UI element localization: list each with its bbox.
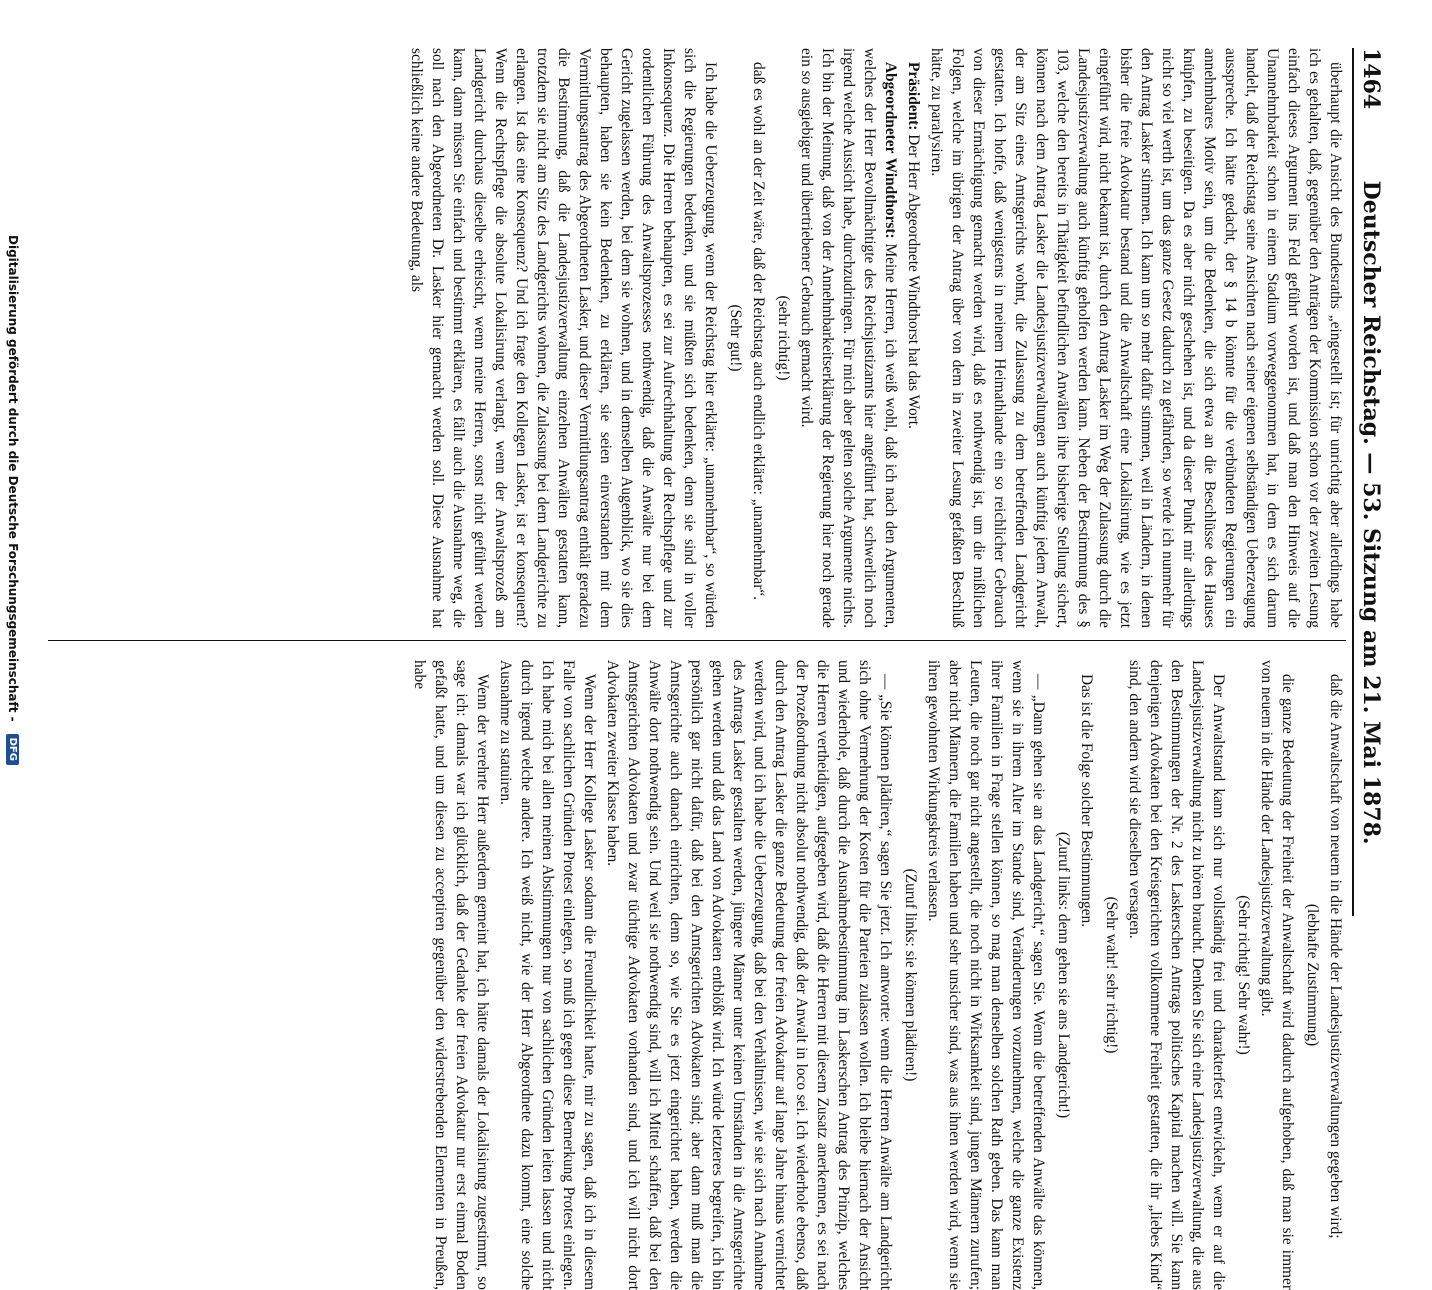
paragraph: Wenn der Herr Kollege Lasker sodann die Freundlichkeit hatte, mir zu sagen, daß ich in diesem Falle von sachlichen Gründen Protest einlegen, so muß ich gegen diese Bemerkung Protest einlegen. Ich habe mich bei allen meinen Abstimmungen nur von sachlichen Gründen leiten lassen und nicht durch irgend welche andere. Ich weiß nicht, wie der Herr Abgeordnete dazu kommt, eine solche Ausnahme zu statuiren. — [497, 660, 598, 1290]
paragraph — [796, 48, 901, 628]
header-rule — [1352, 48, 1354, 916]
paragraph: Der Anwaltstand kann sich nur vollständig frei und charakterfest entwickeln, wenn er auf die Landesjustizverwaltung nicht zu hören braucht. Denken Sie sich eine Landesjustizverwaltung, die aus den Bestimmungen der Nr. 2 des Laskerschen Antrags politisches Kapital machen will. Sie kann denjenigen Advokaten bei den Kreisgerichten vollkommene Freiheit gestatten, die ihr „liebes Kind“ sind, den andern wird sie dieselben versagen. — [1126, 660, 1227, 1290]
interjection: (lebhafte Zustimmung) — [1304, 903, 1321, 1047]
interjection: (Sehr richtig! Sehr wahr!) — [1235, 895, 1252, 1055]
text-column-left — [48, 48, 1346, 628]
paragraph: Das ist die Folge solcher Bestimmungen. — [1078, 674, 1095, 928]
speech-text: Meine Herren, ich weiß wohl, daß ich nach den Argumenten, welches der Herr Bevollmächtigte des Reichsjustizamts hier angeführt hat, schwerlich noch irgend welche Aussicht habe, durchzudringen. Für mich aber gelten solche Argumente nichts. Ich bin der Meinung, daß von der Annehmbarkeitserklärung der Regierung hier noch gerade ein so ausgiebiger und übertriebener Gebrauch gemacht wird. — [798, 48, 899, 628]
page-header — [1358, 48, 1388, 916]
paragraph: — „Dann gehen sie an das Landgericht,“ sagen Sie. Wenn die betreffenden Anwälte das können, wenn sie in ihrem Alter im Stande sind, Veränderungen vorzunehmen, welche die ganze Existenz ihrer Familien in Frage stellen können, so mag man denselben solchen Rath geben. Das kann man Leuten, die noch gar nicht angestellt, die noch nicht in Wirksamkeit sind, jungen Männern zurufen; aber nicht Männern, die Familien haben und sehr unsicher sind, was aus ihnen werden wird, wenn sie ihren gewohnten Wirkungskreis verlassen. — [925, 660, 1047, 1290]
credit-text: Digitalisierung gefördert durch die Deutsche Forschungsgemeinschaft - — [6, 235, 20, 722]
interjection: (Sehr gut!) — [727, 304, 744, 372]
interjection: (Zuruf links: denn gehen sie ans Landgericht!) — [1055, 831, 1072, 1119]
speech-text: Der Herr Abgeordnete Windthorst hat das Wort. — [905, 134, 922, 429]
running-title: Deutscher Reichstag. — 53. Sitzung am 21. Mai 1878. — [1358, 180, 1384, 845]
interjection: (Sehr wahr! sehr richtig!) — [1103, 896, 1120, 1054]
dfg-logo: DFG — [7, 734, 20, 765]
page-number: 1464 — [1358, 48, 1384, 110]
paragraph: überhaupt die Ansicht des Bundesraths „eingestellt ist; für unrichtig aber allerdings habe ich es gehalten, daß, gegenüber den Anträgen der Kommission schon vor der zweiten Lesung einfach dieses Argument ins Feld geführt worden ist, und daß man den Hinweis auf die Unannehmbarkeit schon in einem Stadium vorweggenommen hat, in dem es sich darum handelt, daß der Reichstag seine Ansichten nach seiner eigenen selbständigen Ueberzeugung ausspreche. Ich hätte gedacht, der § 14 b könnte für die verbündeten Regierungen ein annehmbares Motiv sein, um die Bedenken, die sich etwa an die Beschlüsse des Hauses knüpfen, zu beseitigen. Da es aber nicht geschehen ist, und da dieser Punkt mir allerdings nicht so viel werth ist, um das ganze Gesetz dadurch zu gefährden, so werde ich nunmehr für den Antrag Lasker stimmen. Ich kann um so mehr dafür stimmen, weil in Ländern, in denen bisher die freie Advokatur bestand und die Anwaltschaft eine Lokalisirung, wie es jetzt eingeführt wird, nicht bekannt ist, durch den Antrag Lasker im Weg der Zulassung durch die Landesjustizverwaltung auch künftig geholfen werden kann. Neben der Bestimmung des § 103, welche den bereits in Thätigkeit befindlichen Anwälten ihre bisherige Stellung sichert, können nach dem Antrag Lasker die Landesjustizverwaltungen auch künftig jedem Anwalt, der am Sitz eines Amtsgerichts wohnt, die Zulassung zu dem betreffenden Landgericht gestatten. Ich hoffe, daß wenigstens in meinem Heimathlande ein so reichlicher Gebrauch von dieser Ermächtigung gemacht werden wird, daß es nothwendig ist, um die mißlichen Folgen, welche im übrigen der Antrag über von dem in zweiter Lesung gefaßten Beschluß hätte, zu paralysiren. — [928, 48, 1344, 628]
paragraph: daß es wohl an der Zeit wäre, daß der Reichstag auch endlich erklärte: „unannehmbar“. — [750, 62, 767, 601]
speaker-name: Präsident: — [905, 62, 922, 131]
digitization-credit — [6, 0, 20, 1000]
text-column-right — [48, 660, 1346, 1290]
paragraph: Wenn der verehrte Herr außerdem gemeint hat, ich hätte damals der Lokalisirung zugestimmt, so sage ich: damals war ich glücklich, daß der Gedanke der freien Advokatur nur erst einmal Boden gefaßt hatte, und um diesen zu acceptiren gegenüber den widerstrebenden Elementen in Preußen, habe — [411, 660, 491, 1290]
paragraph: daß die Anwaltschaft von neuem in die Hände der Landesjustizverwaltungen gegeben wird; — [1327, 674, 1344, 1239]
paragraph: Ich habe die Ueberzeugung, wenn der Reichstag hier erklärte: „unannehmbar“, so würden sich die Regierungen bedenken, und sie müßten sich bedenken, denn sie sind in voller Inkonsequenz. Die Herren behaupten, es sei zur Aufrechthaltung der Rechtspflege und zur ordentlichen Führung des Anwaltsprozesses nothwendig, daß die Anwälte nur bei dem Gericht zugelassen werden, bei dem sie wohnen, und in demselben Augenblick, wo sie dies behaupten, haben sie kein Bedenken, zu erklären, sie seien einverstanden mit dem Vermittlungsantrag des Abgeordneten Lasker, und dieser Vermittlungsantrag enthält geradezu die Bestimmung, daß die Landesjustizverwaltung einzelnen Anwälten gestatten kann, trotzdem sie nicht am Sitz des Landgerichts wohnen, die Zulassung bei dem Landgerichte zu erlangen. Ist das eine Konsequenz? Und ich frage den Kollegen Lasker, ist er konsequent? Wenn die Rechtspflege die absolute Lokalisirung verlangt, wenn der Anwaltsprozeß am Landgericht durchaus dieselbe erheischt, wenn meine Herren, sonst nicht geführt werden kann, dann müssen Sie einfach und bestimmt erklären, es fällt auch die Ausnahme weg, die soll nach den Abgeordneten Dr. Lasker hier gemacht werden soll. Diese Ausnahme hat schließlich keine andere Bedeutung, als — [408, 48, 719, 628]
column-divider — [48, 640, 1346, 641]
paragraph: die ganze Bedeutung der Freiheit der Anwaltschaft wird dadurch aufgehoben, daß man sie immer von neuem in die Hände der Landesjustizverwaltung gibt. — [1258, 660, 1296, 1290]
interjection: (sehr richtig!) — [775, 295, 792, 381]
speaker-name: Abgeordneter Windthorst: — [882, 62, 899, 239]
paragraph — [903, 48, 924, 628]
interjection: (Zuruf links: sie können plädiren!) — [902, 868, 919, 1082]
paragraph: — „Sie können plädiren,“ sagen Sie jetzt. Ich antworte: wenn die Herren Anwälte am Landgericht sich ohne Vermehrung der Kosten für die Parteien zulassen wollen. Ich bleibe hiernach der Ansicht und wiederhole, daß durch die Ausnahmebestimmung im Laskerschen Antrag des Prinzip, welches die Herren vertheidigen, aufgegeben wird, daß die Herren mit diesem Zusatz anerkennen, es sei nach der Prozeßordnung nicht absolut nothwendig, daß der Anwalt in loco sei. Ich wiederhole ebenso, daß durch den Antrag Lasker die ganze Bedeutung der freien Advokatur auf lange Jahre hinaus vernichtet werden wird, und ich habe die Ueberzeugung, daß bei den Verhältnissen, wie sie sich nach Annahme des Antrags Lasker gestalten werden, jüngere Männer unter keinen Umständen in die Amtsgerichte gehen werden und daß das Land von Advokaten entblößt wird. Ich würde letzteres begreifen, ich bin persönlich gar nicht dafür, daß bei den Amtsgerichten Advokaten sind; aber dann muß man die Amtsgerichte auch danach einrichten, denn so, wie Sie es jetzt eingerichtet haben, werden die Anwälte dort nothwendig sein. Und weil sie nothwendig sind, will ich Mittel schaffen, daß bei den Amtsgerichten Advokaten und zwar tüchtige Advokaten vorhanden sind, und ich will nicht dort Advokaten zweiter Klasse haben. — [604, 660, 894, 1290]
